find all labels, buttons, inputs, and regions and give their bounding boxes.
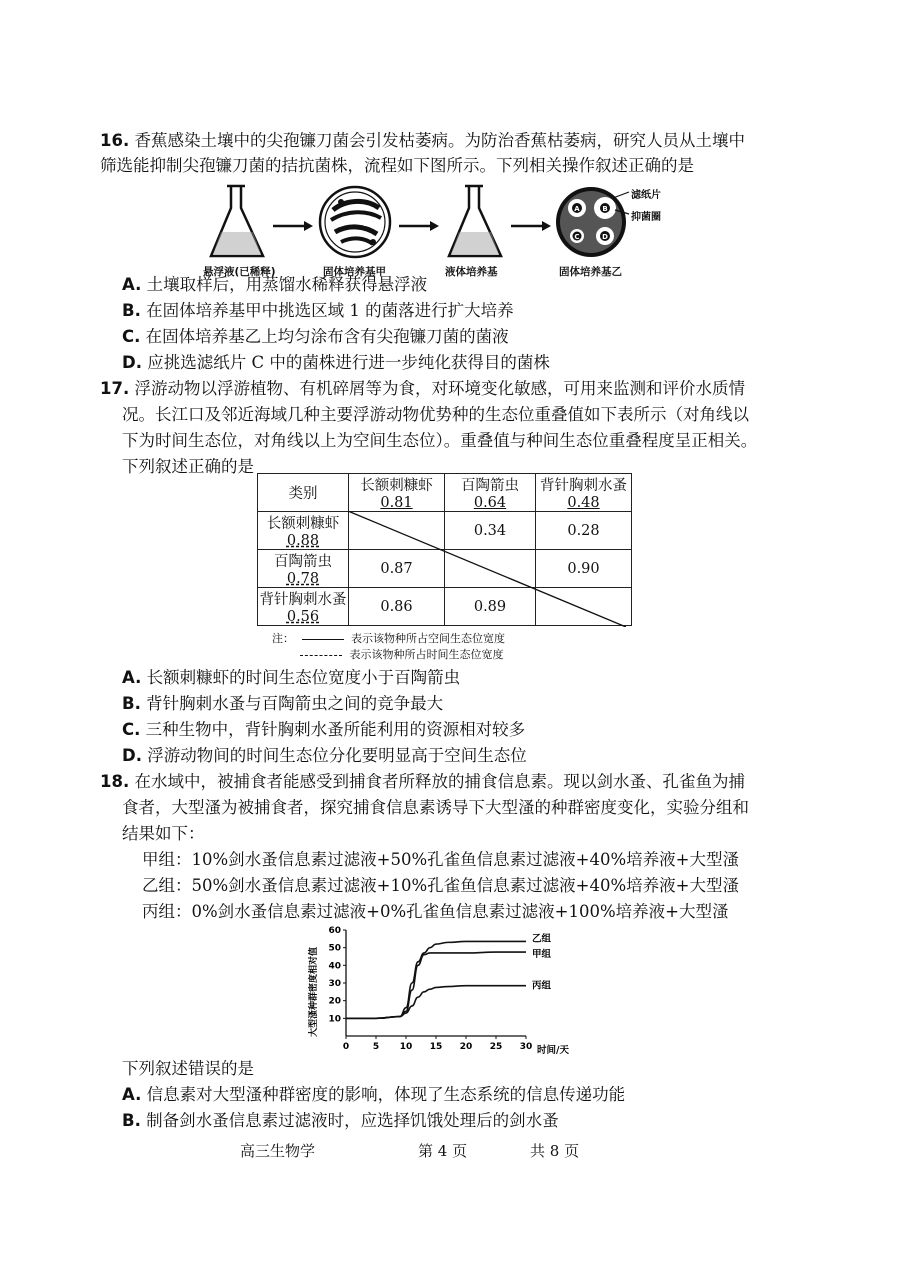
footer-subject: 高三生物学 <box>240 1142 316 1160</box>
arrow-1-icon <box>273 221 313 231</box>
table-row2-header: 百陶箭虫 0.78 <box>258 550 349 588</box>
table-note-line2: 表示该物种所占时间生态位宽度 <box>296 646 504 662</box>
y-tick-label: 60 <box>328 926 341 936</box>
petri-dish-jia-icon <box>320 187 390 257</box>
y-tick-label: 50 <box>328 943 341 954</box>
q18-number: 18. <box>100 772 130 791</box>
q18-stem-line1: 18. 在水域中，被捕食者能感受到捕食者所释放的捕食信息素。现以剑水蚤、孔雀鱼为捕 <box>100 772 745 791</box>
q18-group-yi: 乙组：50%剑水蚤信息素过滤液+10%孔雀鱼信息素过滤液+40%培养液+大型溞 <box>142 876 739 895</box>
series-line-2 <box>346 986 526 1019</box>
x-tick-label: 5 <box>372 1042 380 1052</box>
chart-x-axis-label: 时间/天 <box>537 1045 569 1056</box>
q16-stem-line2: 筛选能抑制尖孢镰刀菌的拮抗菌株，流程如下图所示。下列相关操作叙述正确的是 <box>100 156 694 175</box>
y-tick-label: 20 <box>328 996 341 1007</box>
series-label-1: 甲组 <box>532 949 552 961</box>
q17-stem-line2: 况。长江口及邻近海域几种主要浮游动物优势种的生态位重叠值如下表所示（对角线以 <box>122 405 749 424</box>
chart-y-axis-label: 大型溞种群密度相对值 <box>309 946 319 1038</box>
x-tick-label: 30 <box>519 1042 533 1052</box>
y-tick-label: 10 <box>328 1014 341 1025</box>
q16-option-a: A. 土壤取样后，用蒸馏水稀释获得悬浮液 <box>122 275 428 294</box>
footer-page: 第 4 页 <box>418 1142 468 1160</box>
label-filter-paper: 滤纸片 <box>631 190 661 201</box>
q18-stem-line2: 食者，大型溞为被捕食者，探究捕食信息素诱导下大型溞的种群密度变化，实验分组和 <box>122 798 749 817</box>
series-label-2: 丙组 <box>532 980 552 992</box>
flow-svg <box>205 180 675 264</box>
chart-lines <box>346 941 526 1018</box>
q16-option-c: C. 在固体培养基乙上均匀涂布含有尖孢镰刀菌的菌液 <box>122 327 509 346</box>
table-r1c2: 0.34 <box>445 512 536 550</box>
table-r3c2: 0.89 <box>445 588 536 626</box>
table-col2-header: 百陶箭虫 0.64 <box>445 474 536 512</box>
density-line-chart <box>300 922 600 1060</box>
q17-stem-line3: 下为时间生态位，对角线以上为空间生态位）。重叠值与种间生态位重叠程度呈正相关。 <box>122 431 758 450</box>
q16-number: 16. <box>100 131 130 150</box>
q16-stem-line1: 16. 香蕉感染土壤中的尖孢镰刀菌会引发枯萎病。为防治香蕉枯萎病，研究人员从土壤中 <box>100 131 745 150</box>
x-tick-label: 0 <box>342 1042 350 1052</box>
q16-flow-diagram <box>205 180 675 280</box>
disc-d-label: D <box>602 233 608 241</box>
caption-step4: 固体培养基乙 <box>559 266 622 278</box>
x-tick-label: 20 <box>459 1042 473 1052</box>
table-row3-header: 背针胸刺水蚤 0.56 <box>258 588 349 626</box>
q18-group-bing: 丙组：0%剑水蚤信息素过滤液+0%孔雀鱼信息素过滤液+100%培养液+大型溞 <box>142 902 729 921</box>
arrow-3-icon <box>511 221 551 231</box>
table-corner: 类别 <box>258 474 349 512</box>
region-1-label: 1 <box>363 219 369 228</box>
caption-step3: 液体培养基 <box>445 266 498 278</box>
q18-group-jia: 甲组：10%剑水蚤信息素过滤液+50%孔雀鱼信息素过滤液+40%培养液+大型溞 <box>142 850 739 869</box>
petri-dish-yi-icon <box>556 187 629 257</box>
q17-stem-line4: 下列叙述正确的是 <box>122 457 254 476</box>
q16-option-b: B. 在固体培养基甲中挑选区域 1 的菌落进行扩大培养 <box>122 301 514 320</box>
caption-step2: 固体培养基甲 <box>323 266 386 278</box>
table-r2c3: 0.90 <box>536 550 632 588</box>
x-tick-label: 10 <box>399 1042 413 1052</box>
y-tick-label: 40 <box>328 961 341 972</box>
arrow-2-icon <box>399 221 439 231</box>
caption-step1: 悬浮液(已稀释) <box>203 266 276 278</box>
q18-ask: 下列叙述错误的是 <box>122 1059 254 1078</box>
table-col1-header: 长额刺糠虾 0.81 <box>349 474 445 512</box>
label-inhibition-zone: 抑菌圈 <box>631 212 661 223</box>
q18-option-a: A. 信息素对大型溞种群密度的影响，体现了生态系统的信息传递功能 <box>122 1085 626 1104</box>
x-tick-label: 25 <box>489 1042 503 1052</box>
table-row1-header: 长额刺糠虾 0.88 <box>258 512 349 550</box>
footer-total: 共 8 页 <box>530 1142 580 1160</box>
q17-number: 17. <box>100 379 130 398</box>
chart-axes <box>346 930 526 1036</box>
table-note-line1: 注： 表示该物种所占空间生态位宽度 <box>272 632 505 645</box>
table-diagonal-line <box>348 511 626 627</box>
x-tick-label: 15 <box>429 1042 443 1052</box>
series-label-0: 乙组 <box>532 933 552 945</box>
flask-2-icon <box>449 186 501 256</box>
table-r1c3: 0.28 <box>536 512 632 550</box>
q17-option-a: A. 长额刺糠虾的时间生态位宽度小于百陶箭虫 <box>122 668 461 687</box>
table-r2c1: 0.87 <box>349 550 445 588</box>
flask-1-icon <box>211 186 263 256</box>
y-tick-label: 30 <box>328 979 341 989</box>
disc-a-label: A <box>574 205 580 213</box>
chart-series-labels <box>532 932 552 991</box>
q17-option-b: B. 背针胸刺水蚤与百陶箭虫之间的竞争最大 <box>122 694 444 713</box>
q18-stem-line3: 结果如下： <box>122 824 205 843</box>
q17-option-d: D. 浮游动物间的时间生态位分化要明显高于空间生态位 <box>122 746 527 765</box>
q16-option-d: D. 应挑选滤纸片 C 中的菌株进行进一步纯化获得目的菌株 <box>122 353 550 372</box>
disc-c-label: C <box>574 233 580 241</box>
q17-option-c: C. 三种生物中，背针胸刺水蚤所能利用的资源相对较多 <box>122 720 526 739</box>
table-r3c1: 0.86 <box>349 588 445 626</box>
q17-stem-line1: 17. 浮游动物以浮游植物、有机碎屑等为食，对环境变化敏感，可用来监测和评价水质情 <box>100 379 745 398</box>
disc-b-label: B <box>602 205 608 213</box>
table-col3-header: 背针胸刺水蚤 0.48 <box>536 474 632 512</box>
q18-option-b: B. 制备剑水蚤信息素过滤液时，应选择饥饿处理后的剑水蚤 <box>122 1111 559 1130</box>
